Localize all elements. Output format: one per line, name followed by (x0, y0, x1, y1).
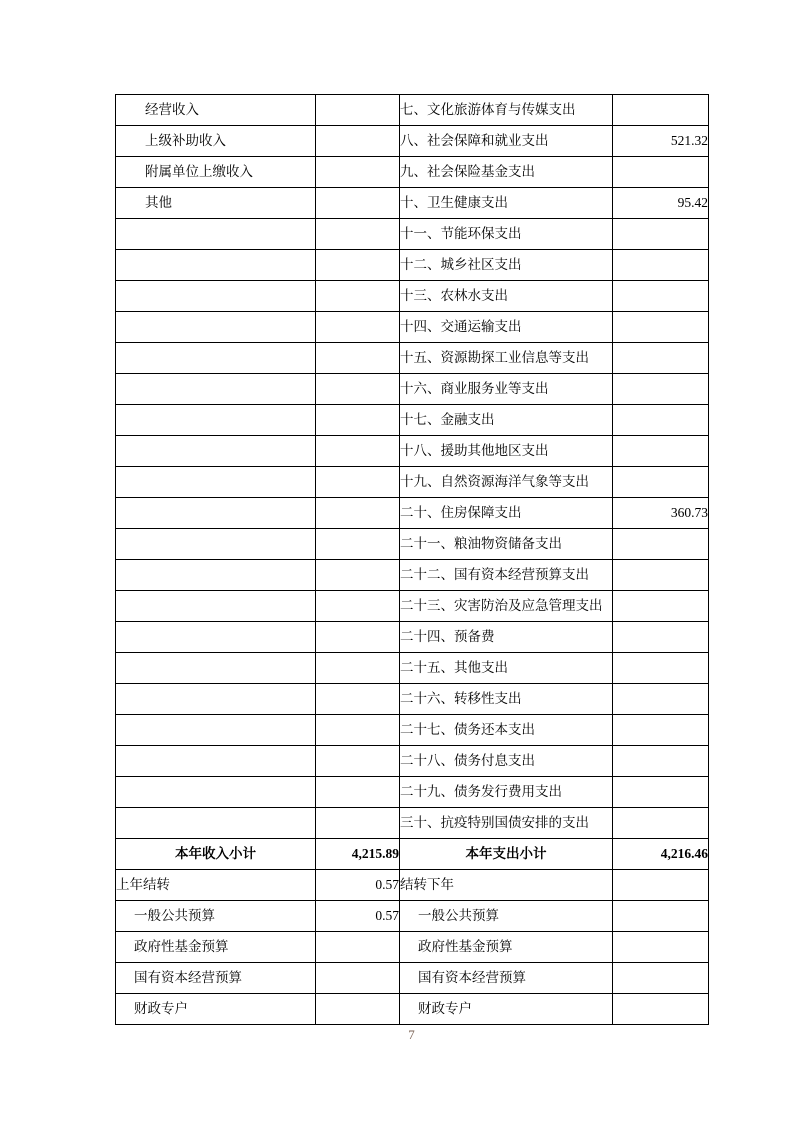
expense-value-cell: 95.42 (613, 188, 709, 219)
expense-item-cell: 政府性基金预算 (400, 932, 613, 963)
table-row (116, 126, 709, 157)
expense-item-cell: 本年支出小计 (400, 839, 613, 870)
income-item-cell (116, 405, 316, 436)
table-row (116, 870, 709, 901)
income-item-cell (116, 498, 316, 529)
table-row (116, 250, 709, 281)
income-value-cell (316, 529, 400, 560)
income-item-cell (116, 250, 316, 281)
table-row (116, 932, 709, 963)
expense-value-cell (613, 312, 709, 343)
expense-value-cell (613, 436, 709, 467)
table-row (116, 219, 709, 250)
expense-item-cell: 二十七、债务还本支出 (400, 715, 613, 746)
income-item-cell (116, 684, 316, 715)
expense-value-cell (613, 715, 709, 746)
expense-item-cell: 二十、住房保障支出 (400, 498, 613, 529)
income-value-cell (316, 684, 400, 715)
income-item-cell: 附属单位上缴收入 (116, 157, 316, 188)
expense-value-cell (613, 95, 709, 126)
expense-item-cell: 结转下年 (400, 870, 613, 901)
table-row (116, 963, 709, 994)
table-row (116, 529, 709, 560)
expense-value-cell (613, 653, 709, 684)
income-item-cell (116, 808, 316, 839)
income-item-cell: 上级补助收入 (116, 126, 316, 157)
expense-value-cell (613, 529, 709, 560)
expense-item-cell: 二十六、转移性支出 (400, 684, 613, 715)
income-value-cell (316, 95, 400, 126)
income-value-cell (316, 560, 400, 591)
table-row (116, 591, 709, 622)
expense-item-cell: 十八、援助其他地区支出 (400, 436, 613, 467)
page-number: 7 (408, 1027, 415, 1042)
income-item-cell: 一般公共预算 (116, 901, 316, 932)
expense-value-cell (613, 901, 709, 932)
income-item-cell: 经营收入 (116, 95, 316, 126)
income-value-cell (316, 467, 400, 498)
expense-item-cell: 十五、资源勘探工业信息等支出 (400, 343, 613, 374)
income-value-cell (316, 591, 400, 622)
expense-item-cell: 十六、商业服务业等支出 (400, 374, 613, 405)
expense-value-cell (613, 870, 709, 901)
expense-value-cell: 360.73 (613, 498, 709, 529)
expense-value-cell (613, 746, 709, 777)
income-item-cell (116, 560, 316, 591)
expense-value-cell: 521.32 (613, 126, 709, 157)
table-row (116, 684, 709, 715)
income-item-cell: 上年结转 (116, 870, 316, 901)
income-item-cell: 财政专户 (116, 994, 316, 1025)
table-row (116, 777, 709, 808)
expense-item-cell: 二十一、粮油物资储备支出 (400, 529, 613, 560)
expense-value-cell (613, 250, 709, 281)
income-item-cell (116, 343, 316, 374)
table-row (116, 715, 709, 746)
expense-item-cell: 十九、自然资源海洋气象等支出 (400, 467, 613, 498)
income-item-cell (116, 312, 316, 343)
income-value-cell (316, 963, 400, 994)
expense-item-cell: 十一、节能环保支出 (400, 219, 613, 250)
table-row (116, 901, 709, 932)
expense-value-cell (613, 343, 709, 374)
expense-item-cell: 八、社会保障和就业支出 (400, 126, 613, 157)
expense-value-cell (613, 219, 709, 250)
income-value-cell (316, 436, 400, 467)
expense-item-cell: 十、卫生健康支出 (400, 188, 613, 219)
income-value-cell (316, 498, 400, 529)
income-item-cell (116, 374, 316, 405)
table-row (116, 560, 709, 591)
table-row (116, 436, 709, 467)
table-row (116, 467, 709, 498)
expense-value-cell (613, 808, 709, 839)
expense-item-cell: 国有资本经营预算 (400, 963, 613, 994)
table-row (116, 312, 709, 343)
income-value-cell (316, 219, 400, 250)
table-row (116, 498, 709, 529)
expense-item-cell: 二十二、国有资本经营预算支出 (400, 560, 613, 591)
table-row (116, 95, 709, 126)
income-value-cell (316, 653, 400, 684)
income-item-cell (116, 281, 316, 312)
income-item-cell (116, 777, 316, 808)
income-item-cell (116, 436, 316, 467)
expense-item-cell: 财政专户 (400, 994, 613, 1025)
expense-value-cell (613, 994, 709, 1025)
income-item-cell: 其他 (116, 188, 316, 219)
expense-item-cell: 十二、城乡社区支出 (400, 250, 613, 281)
table-row (116, 994, 709, 1025)
income-value-cell: 4,215.89 (316, 839, 400, 870)
income-value-cell (316, 777, 400, 808)
expense-item-cell: 一般公共预算 (400, 901, 613, 932)
income-value-cell (316, 622, 400, 653)
income-value-cell (316, 808, 400, 839)
table-row (116, 839, 709, 870)
income-item-cell (116, 653, 316, 684)
expense-value-cell (613, 467, 709, 498)
income-value-cell (316, 932, 400, 963)
income-value-cell (316, 343, 400, 374)
income-value-cell (316, 188, 400, 219)
income-item-cell (116, 715, 316, 746)
expense-value-cell (613, 963, 709, 994)
income-value-cell: 0.57 (316, 901, 400, 932)
expense-value-cell (613, 622, 709, 653)
expense-value-cell (613, 777, 709, 808)
income-item-cell: 政府性基金预算 (116, 932, 316, 963)
budget-table-body (116, 95, 709, 1025)
income-item-cell (116, 219, 316, 250)
income-item-cell (116, 622, 316, 653)
income-item-cell: 本年收入小计 (116, 839, 316, 870)
table-row (116, 188, 709, 219)
expense-value-cell (613, 157, 709, 188)
table-row (116, 653, 709, 684)
table-row (116, 374, 709, 405)
budget-table (115, 94, 709, 1025)
expense-value-cell (613, 932, 709, 963)
table-row (116, 622, 709, 653)
expense-item-cell: 十四、交通运输支出 (400, 312, 613, 343)
table-row (116, 157, 709, 188)
table-row (116, 405, 709, 436)
income-item-cell (116, 746, 316, 777)
expense-item-cell: 二十五、其他支出 (400, 653, 613, 684)
income-item-cell (116, 529, 316, 560)
expense-item-cell: 七、文化旅游体育与传媒支出 (400, 95, 613, 126)
income-value-cell (316, 157, 400, 188)
income-value-cell (316, 746, 400, 777)
expense-value-cell (613, 684, 709, 715)
income-item-cell: 国有资本经营预算 (116, 963, 316, 994)
income-value-cell (316, 374, 400, 405)
income-value-cell (316, 281, 400, 312)
income-item-cell (116, 467, 316, 498)
table-row (116, 808, 709, 839)
expense-item-cell: 三十、抗疫特别国债安排的支出 (400, 808, 613, 839)
income-value-cell (316, 250, 400, 281)
income-value-cell: 0.57 (316, 870, 400, 901)
expense-value-cell (613, 405, 709, 436)
expense-item-cell: 二十三、灾害防治及应急管理支出 (400, 591, 613, 622)
table-row (116, 746, 709, 777)
income-value-cell (316, 715, 400, 746)
income-value-cell (316, 405, 400, 436)
table-row (116, 343, 709, 374)
expense-item-cell: 十七、金融支出 (400, 405, 613, 436)
expense-item-cell: 二十四、预备费 (400, 622, 613, 653)
expense-value-cell (613, 560, 709, 591)
expense-value-cell (613, 591, 709, 622)
expense-value-cell: 4,216.46 (613, 839, 709, 870)
expense-item-cell: 二十九、债务发行费用支出 (400, 777, 613, 808)
expense-item-cell: 十三、农林水支出 (400, 281, 613, 312)
income-value-cell (316, 126, 400, 157)
table-row (116, 281, 709, 312)
expense-value-cell (613, 281, 709, 312)
income-value-cell (316, 994, 400, 1025)
expense-value-cell (613, 374, 709, 405)
income-item-cell (116, 591, 316, 622)
expense-item-cell: 九、社会保险基金支出 (400, 157, 613, 188)
expense-item-cell: 二十八、债务付息支出 (400, 746, 613, 777)
income-value-cell (316, 312, 400, 343)
